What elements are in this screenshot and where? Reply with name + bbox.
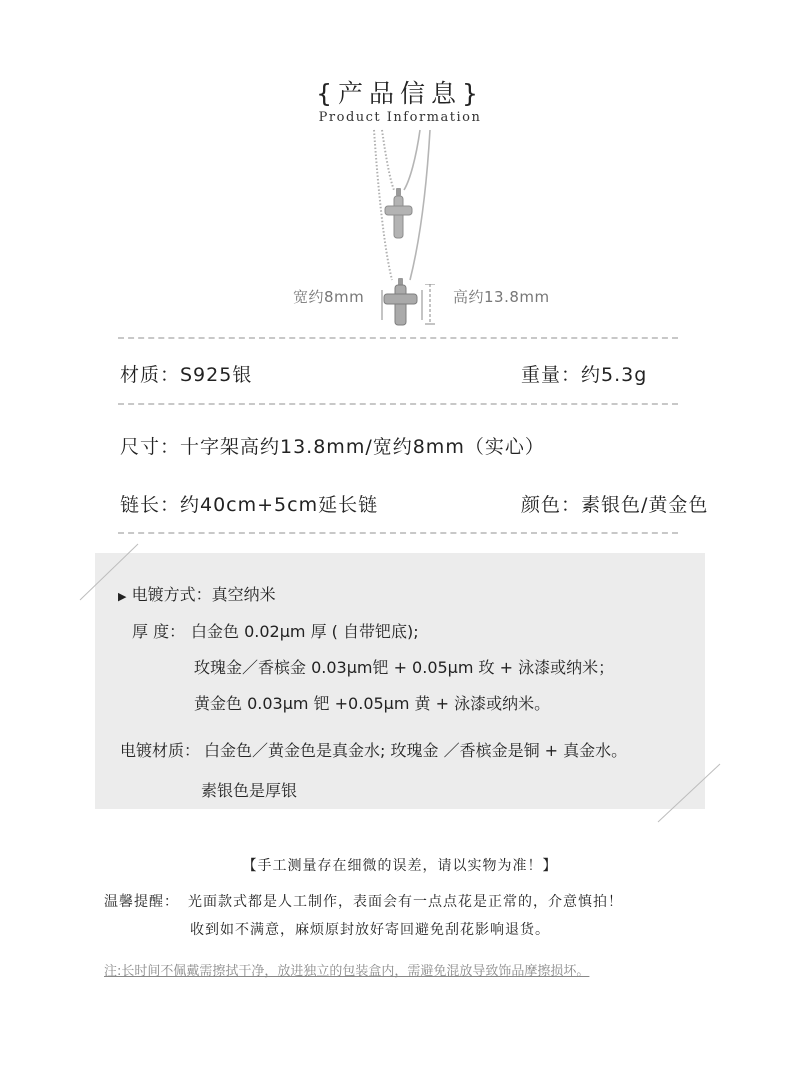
weight-spec: 重量：约5.3g: [521, 364, 648, 386]
chain-length-spec: 链长：约40cm+5cm延长链: [120, 494, 379, 516]
decorative-diagonal-line: [78, 542, 140, 602]
size-spec: 尺寸：十字架高约13.8mm/宽约8mm（实心）: [120, 436, 545, 458]
thickness-line: 玫瑰金／香槟金 0.03μm钯 + 0.05μm 玫 + 泳漆或纳米；: [194, 658, 615, 677]
warm-reminder-line: 光面款式都是人工制作，表面会有一点点花是正常的，介意慎拍！: [188, 894, 623, 910]
plating-material-line: 素银色是厚银: [201, 781, 298, 800]
section-title: {产品信息}: [316, 79, 484, 108]
plating-material-label: 电镀材质：: [120, 741, 201, 760]
arrow-right-icon: ▶: [118, 590, 127, 603]
dimension-markers: [378, 284, 438, 326]
divider: [118, 403, 678, 405]
warm-reminder-label: 温馨提醒：: [104, 894, 179, 910]
thickness-line: 黄金色 0.03μm 钯 +0.05μm 黄 + 泳漆或纳米。: [194, 694, 551, 713]
width-dimension-label: 宽约8mm: [293, 288, 365, 306]
color-spec: 颜色：素银色/黄金色: [521, 494, 709, 516]
care-note: 注:长时间不佩戴需擦拭干净，放进独立的包装盒内，需避免混放导致饰品摩擦损坏。: [104, 964, 590, 979]
warm-reminder-line: 收到如不满意，麻烦原封放好寄回避免刮花影响退货。: [190, 922, 550, 938]
plating-method: [118, 582, 276, 605]
plating-method-text: 电镀方式：真空纳米: [131, 585, 276, 604]
material-spec: 材质：S925银: [120, 364, 253, 386]
plating-material-line: 白金色／黄金色是真金水; 玫瑰金 ／香槟金是铜 + 真金水。: [204, 741, 628, 760]
section-subtitle: Product Information: [318, 110, 482, 125]
measurement-notice: 【手工测量存在细微的误差，请以实物为准！】: [242, 858, 558, 874]
divider: [118, 532, 678, 534]
small-cross-pendant: [385, 188, 412, 238]
thickness-label: 厚 度：: [132, 622, 186, 641]
decorative-diagonal-line: [656, 762, 722, 824]
divider: [118, 337, 678, 339]
thickness-line: 白金色 0.02μm 厚 ( 自带钯底);: [191, 622, 419, 641]
plating-info-panel: [95, 553, 705, 809]
height-dimension-label: 高约13.8mm: [453, 288, 550, 306]
